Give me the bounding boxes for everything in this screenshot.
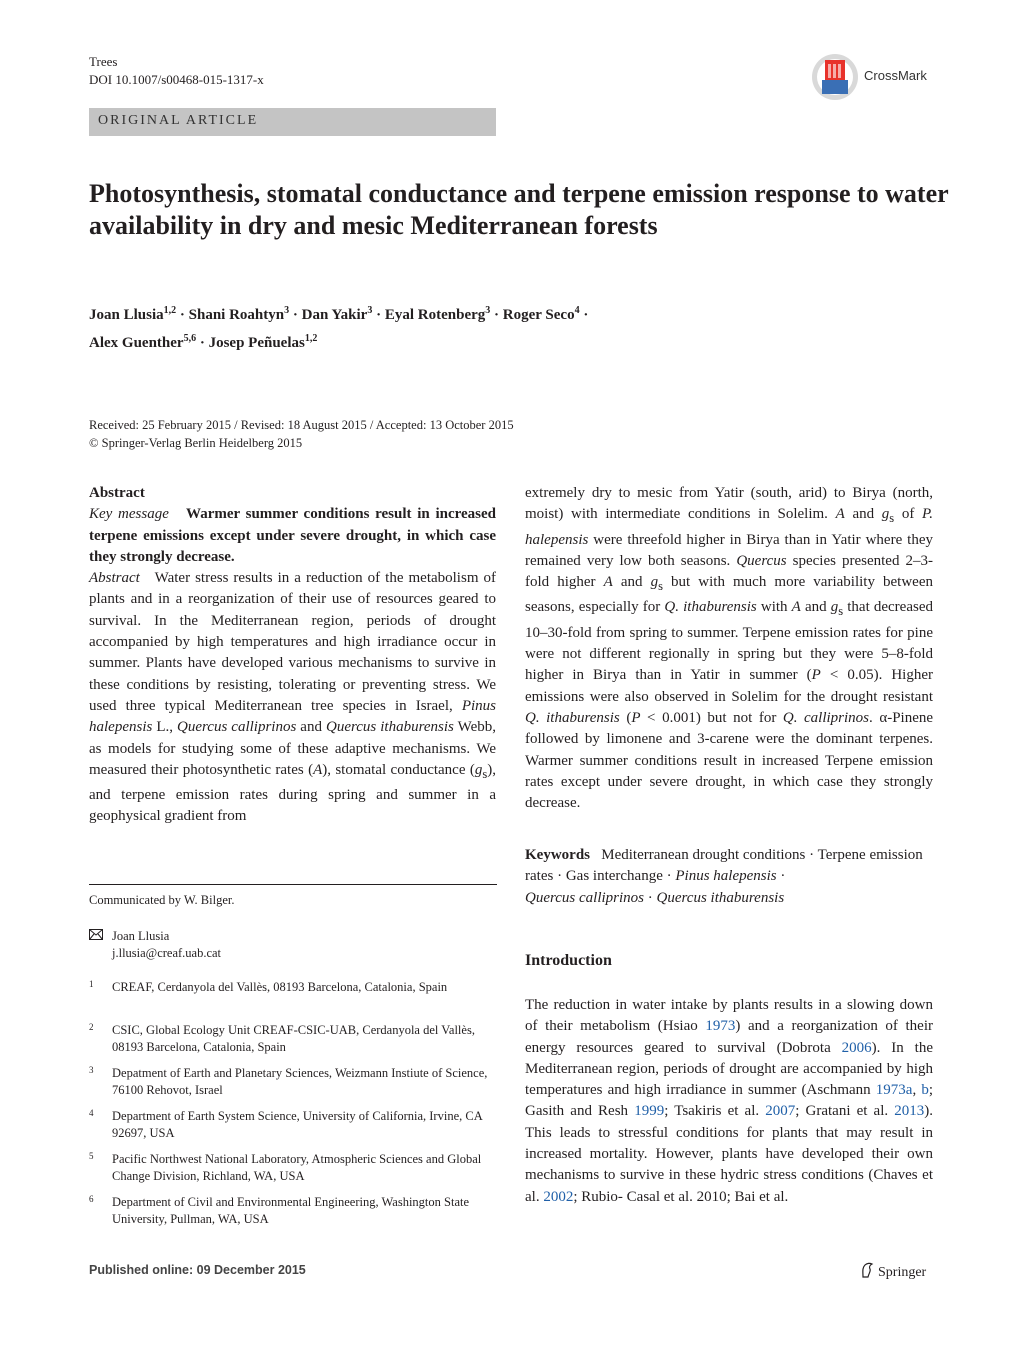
article-dates: Received: 25 February 2015 / Revised: 18 August 2015 / Accepted: 13 October 2015	[89, 418, 514, 432]
author[interactable]: Joan Llusia$^{1,2}$	[89, 305, 177, 323]
introduction-text: The reduction in water intake by plants results in a slowing down of their metabolism (Hsiao 1973) and a reorganization of their energy resources geared to survival (Dobrota 2006). In the Mediterranean region, periods of drought are accompanied by high temperatures and high irradiance in summer (Aschmann 1973a, b; Gasith and Resh 1999; Tsakiris et al. 2007; Gratani et al. 2013). This leads to stressful conditions for plants that may result in increased mortality. However, plants have developed their own mechanisms to survive in these hydric stress conditions (Chaves et al. 2002; Rubio- Casal et al. 2010; Bai et al.	[525, 997, 934, 1205]
springer-logo	[860, 1262, 926, 1283]
article-type-bar	[89, 108, 496, 136]
keyword: Mediterranean drought conditions	[601, 847, 806, 863]
author[interactable]: Alex Guenther$^{5,6}$	[89, 333, 197, 351]
keyword: Pinus halepensis	[675, 868, 777, 885]
citation-link[interactable]: 1973a	[875, 1082, 913, 1099]
article-title: Photosynthesis, stomatal conductance and terpene emission response to water availability in dry and mesic Mediterranean forests	[89, 179, 949, 240]
keyword: Terpene emission rates	[525, 847, 923, 885]
contact-name: Joan Llusia	[112, 929, 170, 943]
abstract-right: extremely dry to mesic from Yatir (south, arid) to Birya (north, moist) with intermediate conditions in Solelim. A and $g_s$ of P. halepensis were threefold higher in Birya than in Yatir where they remained very low both seasons. Quercus species presented 2–3-fold higher A and $g_s$ but with much more variability between seasons, especially for Q. ithaburensis with A and $g_s$ that decreased 10–30-fold from spring to summer. Terpene emission rates for pine were not different regionally in spring but they were 5–8-fold higher in Birya than in Yatir in summer (P < 0.05). Higher emissions were also observed in Solelim for the drought resistant Q. ithaburensis (P < 0.001) but not for Q. calliprinos. α-Pinene followed by limonene and 3-carene were the dominant terpenes. Warmer summer conditions result in increased Terpene emission rates except under severe drought, in which case they strongly decrease.	[525, 485, 934, 812]
citation-link[interactable]: 1973	[705, 1018, 736, 1035]
keyword: Gas interchange	[565, 868, 663, 885]
key-message-label: Key message	[89, 506, 169, 523]
author[interactable]: Eyal Rotenberg$^3$	[384, 305, 491, 323]
abstract-heading: Abstract	[89, 485, 145, 501]
citation-link[interactable]: 1999	[634, 1103, 665, 1120]
citation-link[interactable]: 2013	[894, 1103, 925, 1120]
author-list: Joan Llusia$^{1,2}$ · Shani Roahtyn$^3$ · Dan Yakir$^3$ · Eyal Rotenberg$^3$ · Roger Seco$^4$ · Alex Guenther$^{5,6}$ · Josep Peñuelas$^{1,2}$	[89, 305, 589, 351]
springer-horse-icon	[860, 1262, 874, 1283]
author[interactable]: Dan Yakir$^3$	[301, 305, 373, 323]
citation-link[interactable]: b	[921, 1082, 929, 1099]
author[interactable]: Roger Seco$^4$	[502, 305, 580, 323]
keyword: Quercus ithaburensis	[656, 889, 785, 906]
key-message: Warmer summer conditions result in increased terpene emissions except under severe drought, in which case they strongly decrease.	[89, 506, 496, 565]
crossmark-icon	[810, 52, 860, 102]
contact-email[interactable]: j.llusia@creaf.uab.cat	[112, 946, 222, 960]
published-date: Published online: 09 December 2015	[89, 1263, 306, 1277]
abstract-text: Abstract Water stress results in a reduction of the metabolism of plants and in a reorganization of their use of resources geared to survival. In the Mediterranean region, periods of drought accompanied by high temperatures and high irradiance occur in summer. Plants have developed various mechanisms to survive in these conditions by resisting, tolerating or preventing stress. We used three typical Mediterranean tree species in Israel, Pinus halepensis L., Quercus calliprinos and Quercus ithaburensis Webb, as models for studying some of these adaptive mechanisms. We measured their photosynthetic rates (A), stomatal conductance $(g_s)$, and terpene emission rates during spring and summer in a geophysical gradient from	[89, 570, 496, 825]
article-type: ORIGINAL ARTICLE	[98, 113, 259, 128]
citation-link[interactable]: 2006	[841, 1039, 872, 1056]
introduction-heading: Introduction	[525, 952, 612, 969]
journal-name: Trees	[89, 54, 118, 69]
keyword: Quercus calliprinos	[525, 889, 645, 906]
envelope-icon	[89, 928, 103, 945]
copyright: © Springer-Verlag Berlin Heidelberg 2015	[89, 436, 303, 450]
author[interactable]: Shani Roahtyn$^3$	[188, 305, 290, 323]
doi[interactable]: DOI 10.1007/s00468-015-1317-x	[89, 72, 264, 87]
citation-link[interactable]: 2002	[543, 1188, 574, 1205]
citation-link[interactable]: 2007	[765, 1103, 796, 1120]
communicated-by: Communicated by W. Bilger.	[89, 893, 235, 907]
crossmark-logo[interactable]	[810, 52, 935, 102]
author[interactable]: Josep Peñuelas$^{1,2}$	[208, 333, 318, 351]
publisher-name: Springer	[878, 1265, 927, 1280]
keywords-label: Keywords	[525, 847, 590, 863]
abstract-left	[89, 483, 496, 828]
divider	[89, 884, 497, 885]
crossmark-label: CrossMark	[864, 68, 927, 83]
keywords: Keywords Mediterranean drought conditions · Terpene emission rates · Gas interchange · Pinus halepensis · Quercus calliprinos · Quercus ithaburensis	[525, 847, 923, 906]
